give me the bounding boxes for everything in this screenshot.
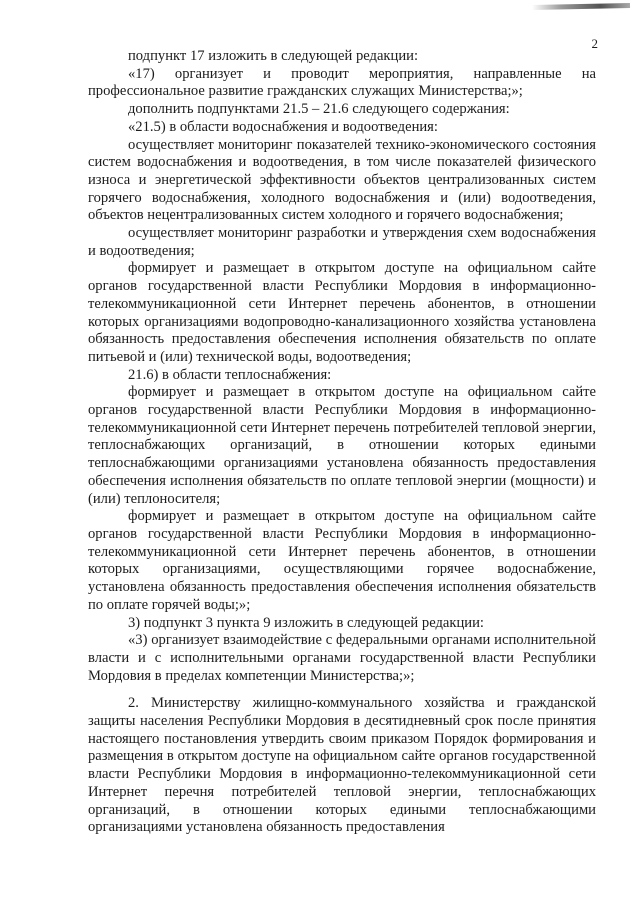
- paragraph-6: осуществляет мониторинг разработки и утверждения схем водоснабжения и водоотведения;: [88, 225, 596, 259]
- paragraph-8: 21.6) в области теплоснабжения:: [128, 366, 332, 383]
- paragraph-11: 3) подпункт 3 пункта 9 изложить в следующей редакции:: [128, 614, 484, 631]
- scan-artifact: [532, 3, 630, 10]
- paragraph-12: «3) организует взаимодействие с федеральными органами исполнительной власти и с исполнительными органами государственной власти Республики Мордовия в пределах компетенции Министерства;»;: [88, 632, 596, 684]
- document-body: [88, 48, 596, 837]
- paragraph-3: дополнить подпунктами 21.5 – 21.6 следующего содержания:: [128, 101, 510, 118]
- paragraph-9: формирует и размещает в открытом доступе на официальном сайте органов государственной власти Республики Мордовия в информационно-телекоммуникационной сети Интернет перечень потребителей тепловой энергии, теплоснабжающих организаций, в отношении которых едиными теплоснабжающими организациями установлена обязанность предоставления обеспечения исполнения обязательств по оплате тепловой энергии (мощности) и (или) теплоносителя;: [88, 384, 596, 507]
- paragraph-10: формирует и размещает в открытом доступе на официальном сайте органов государственной власти Республики Мордовия в информационно-телекоммуникационной сети Интернет перечень абонентов, в отношении которых организациями, осуществляющими горячее водоснабжение, установлена обязанность предоставления обеспечения исполнения обязательств по оплате горячей воды;»;: [88, 508, 596, 613]
- paragraph-1: подпункт 17 изложить в следующей редакции:: [128, 48, 419, 64]
- paragraph-4: «21.5) в области водоснабжения и водоотведения:: [128, 118, 438, 135]
- paragraph-7: формирует и размещает в открытом доступе на официальном сайте органов государственной власти Республики Мордовия в информационно-телекоммуникационной сети Интернет перечень абонентов, в отношении которых организациями водопроводно-канализационного хозяйства установлена обязанность предоставления обеспечения исполнения обязательств по оплате питьевой и (или) технической воды, водоотведения;: [88, 260, 596, 365]
- paragraph-5: осуществляет мониторинг показателей технико-экономического состояния систем водоснабжения и водоотведения, в том числе показателей физического износа и энергетической эффективности объектов централизованных систем горячего водоснабжения, холодного водоснабжения и (или) водоотведения, объектов нецентрализованных систем холодного и горячего водоснабжения;: [88, 136, 596, 224]
- paragraph-13: 2. Министерству жилищно-коммунального хозяйства и гражданской защиты населения Республики Мордовия в десятидневный срок после принятия настоящего постановления утвердить своим приказом Порядок формирования и размещения в открытом доступе на официальном сайте органов государственной власти Республики Мордовия в информационно-телекоммуникационной сети Интернет перечня потребителей тепловой энергии, теплоснабжающих организаций, в отношении которых едиными теплоснабжающими организациями установлена обязанность предоставления: [88, 695, 596, 836]
- paragraph-2: «17) организует и проводит мероприятия, направленные на профессиональное развитие гражданских служащих Министерства;»;: [88, 65, 596, 100]
- page-number: 2: [591, 36, 598, 51]
